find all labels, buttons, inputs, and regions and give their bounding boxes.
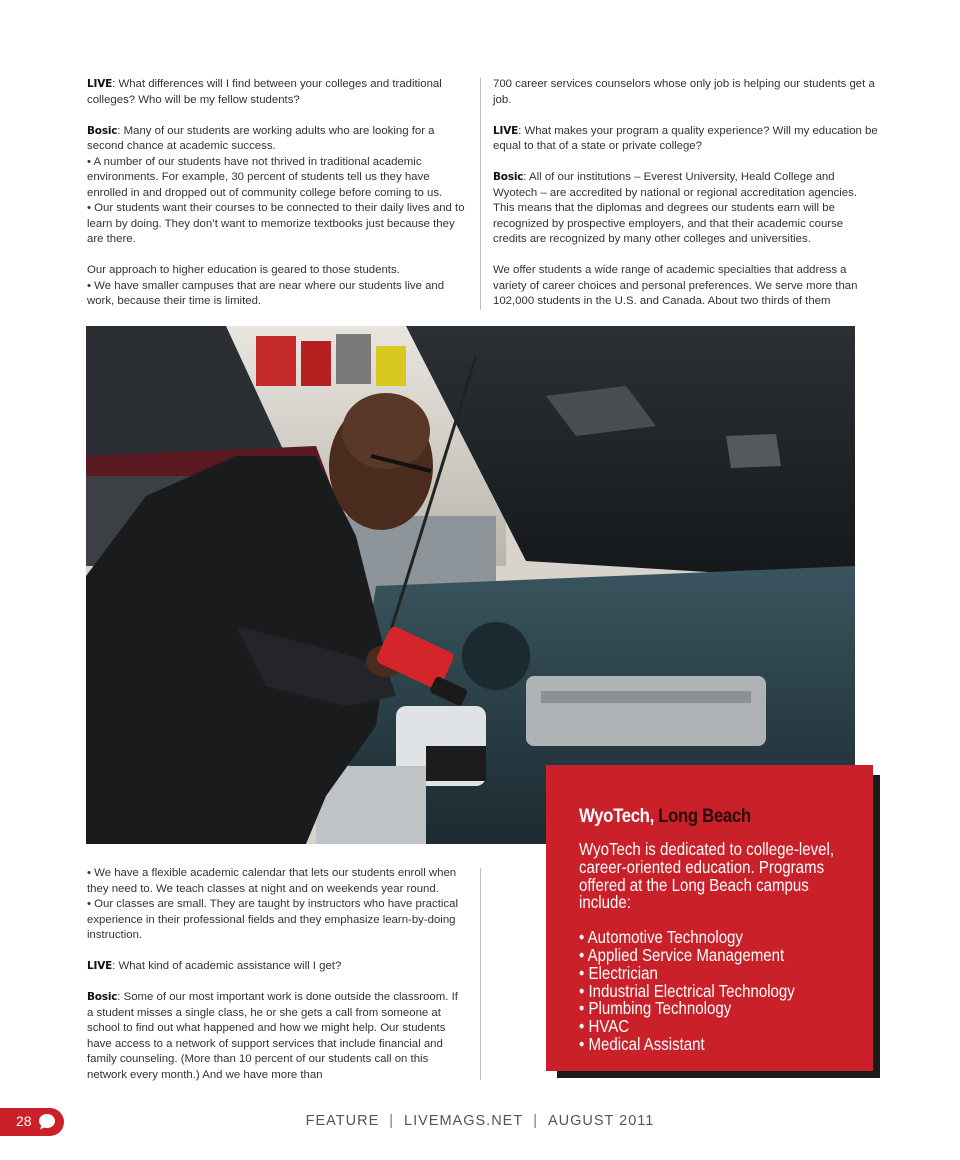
sidebar-body: [579, 841, 863, 1054]
program-item: • Applied Service Management: [579, 944, 785, 965]
sidebar-intro: WyoTech is dedicated to college-level, career-oriented education. Programs offered at the Long Beach campus include:: [579, 839, 835, 913]
program-list: [579, 929, 863, 1054]
speaker-label: Bosic: [493, 171, 524, 183]
column-divider: [480, 78, 481, 310]
paragraph-text: : What kind of academic assistance will I get?: [112, 960, 342, 972]
footer-section: FEATURE: [305, 1113, 380, 1129]
paragraph: [87, 77, 467, 108]
speaker-label: LIVE: [493, 124, 519, 137]
column-divider: [480, 868, 481, 1080]
footer-separator: |: [533, 1113, 538, 1129]
program-item: • Automotive Technology: [579, 927, 743, 948]
paragraph-text: : What differences will I find between your colleges and traditional colleges? Who will be my fellow students?: [87, 78, 442, 106]
paragraph: [87, 959, 467, 975]
program-item: • Plumbing Technology: [579, 998, 732, 1019]
footer-text: [0, 1113, 960, 1129]
sidebar-title-location: Long Beach: [658, 805, 751, 827]
paragraph: 700 career services counselors whose only job is helping our students get a job.: [493, 78, 875, 106]
bullet-item: • Our classes are small. They are taught by instructors who have practical experience in their professional fields and they emphasize learn-by-doing instruction.: [87, 898, 458, 941]
speaker-label: LIVE: [87, 960, 113, 972]
speaker-label: Bosic: [87, 124, 118, 137]
paragraph-text: : All of our institutions – Everest University, Heald College and Wyotech – are accredited by national or regional accreditation agencies. This means that the diplomas and degrees our students earn will be recognized by prospective employers, and that their academic course credits are recognized by many other colleges and universities.: [493, 171, 857, 245]
sidebar-title-name: WyoTech,: [579, 805, 654, 827]
bullet-item: • A number of our students have not thrived in traditional academic environments. For example, 30 percent of students tell us they have enrolled in and dropped out of community college before coming to us.: [87, 155, 443, 199]
paragraph: [493, 170, 878, 248]
bullet-item: • We have smaller campuses that are near where our students live and work, because their time is limited.: [87, 279, 445, 307]
paragraph: [87, 990, 467, 1083]
paragraph: [493, 124, 878, 155]
sidebar-box: [546, 765, 873, 1071]
program-item: • HVAC: [579, 1016, 630, 1037]
speaker-label: LIVE: [87, 78, 113, 90]
paragraph: [87, 124, 467, 155]
speaker-label: Bosic: [87, 991, 118, 1003]
bullet-item: • Our students want their courses to be connected to their daily lives and to learn by doing. They don’t want to memorize textbooks just because they are there.: [87, 202, 465, 245]
column-top-left: [87, 77, 467, 310]
footer-separator: |: [389, 1113, 395, 1129]
column-top-right: [493, 77, 878, 310]
paragraph-text: : Some of our most important work is done outside the classroom. If a student misses a single class, he or she gets a call from someone at school to find out what happened and how we might help. Our students have access to a network of support services that include financial and family counseling. (More than 10 percent of our students call on this network every month.) And we have more than: [87, 991, 458, 1081]
footer: [0, 1108, 960, 1138]
footer-issue: AUGUST 2011: [547, 1113, 655, 1129]
paragraph-text: : Many of our students are working adults who are looking for a second chance at academic success.: [87, 124, 435, 152]
paragraph-text: : What makes your program a quality experience? Will my education be equal to that of a state or private college?: [493, 124, 878, 152]
program-item: • Medical Assistant: [579, 1033, 705, 1054]
sidebar-title: [579, 805, 815, 828]
program-item: • Industrial Electrical Technology: [579, 980, 795, 1001]
paragraph: We offer students a wide range of academic specialties that address a variety of career choices and personal preferences. We serve more than 102,000 students in the U.S. and Canada. About two thirds of them: [493, 264, 858, 307]
page-number: 28: [16, 1113, 32, 1129]
paragraph: Our approach to higher education is geared to those students.: [87, 264, 400, 276]
footer-site: LIVEMAGS.NET: [404, 1113, 524, 1129]
program-item: • Electrician: [579, 962, 658, 983]
bullet-item: • We have a flexible academic calendar that lets our students enroll when they need to. We teach classes at night and on weekends year round.: [87, 867, 457, 895]
column-bottom-left: [87, 866, 467, 1083]
